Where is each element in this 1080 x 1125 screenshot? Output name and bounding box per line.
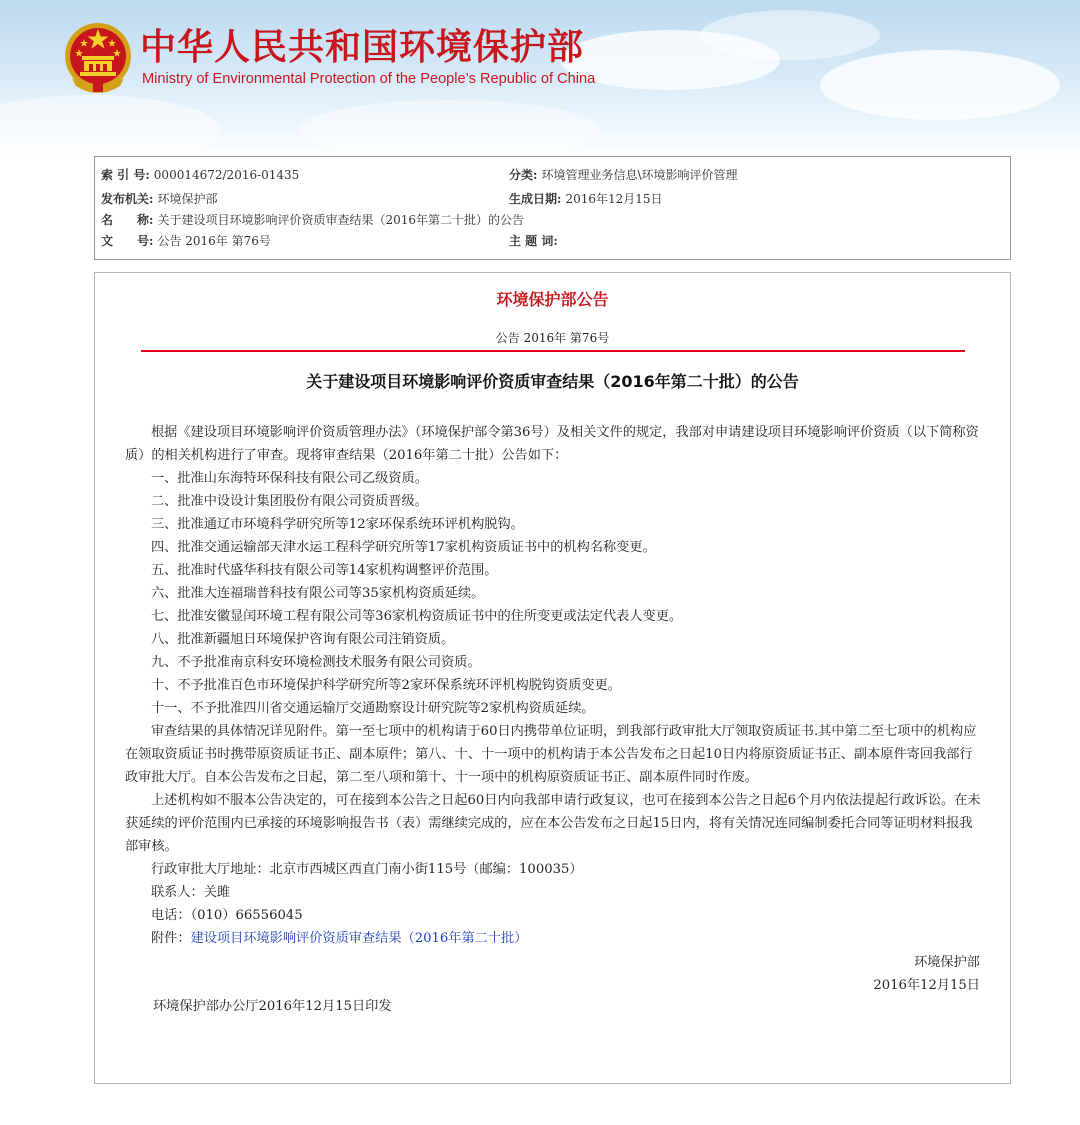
document-metadata-panel [94, 156, 1011, 260]
meta-name [101, 210, 524, 230]
list-item: 一、批准山东海特环保科技有限公司乙级资质。 [151, 471, 428, 486]
site-banner [0, 0, 1080, 160]
list-item: 三、批准通辽市环境科学研究所等12家环保系统环评机构脱钩。 [151, 517, 524, 532]
meta-index-value: 000014672/2016-01435 [153, 168, 300, 182]
results-paragraph: 审查结果的具体情况详见附件。第一至七项中的机构请于60日内携带单位证明，到我部行政审批大厅领取资质证书.其中第二至七项中的机构应在领取资质证书时携带原资质证书正、副本原件；第八、十、十一项中的机构请于本公告发布之日起10日内将原资质证书正、副本原件寄回我部行政审批大厅。自本公告发布之日起，第二至八项和第十、十一项中的机构原资质证书正、副本原件同时作废。 [125, 724, 977, 785]
phone-line: 电话：（010）66556045 [151, 908, 303, 923]
list-item: 七、批准安徽显闰环境工程有限公司等36家机构资质证书中的住所变更或法定代表人变更。 [151, 609, 683, 624]
list-item: 八、批准新疆旭日环境保护咨询有限公司注销资质。 [151, 632, 455, 647]
issued-by-note: 环境保护部办公厅2016年12月15日印发 [153, 999, 392, 1014]
list-item: 五、批准时代盛华科技有限公司等14家机构调整评价范围。 [151, 563, 498, 578]
red-divider [141, 350, 965, 352]
meta-name-value: 关于建设项目环境影响评价资质审查结果（2016年第二十批）的公告 [157, 213, 524, 227]
banner-cloud [700, 10, 880, 60]
attachment-line [125, 927, 982, 950]
meta-category-label: 分类: [509, 168, 538, 182]
meta-issuer-value: 环境保护部 [157, 192, 218, 206]
meta-name-label: 名 称: [101, 213, 154, 227]
list-item: 二、批准中设设计集团股份有限公司资质晋级。 [151, 494, 428, 509]
attachment-label: 附件： [151, 931, 191, 946]
meta-category-value: 环境管理业务信息\环境影响评价管理 [541, 168, 738, 182]
meta-index-label: 索 引 号: [101, 168, 150, 182]
attachment-link[interactable]: 建设项目环境影响评价资质审查结果（2016年第二十批） [190, 931, 528, 946]
list-item: 九、不予批准南京科安环境检测技术服务有限公司资质。 [151, 655, 481, 670]
list-item: 四、批准交通运输部天津水运工程科学研究所等17家机构资质证书中的机构名称变更。 [151, 540, 656, 555]
banner-cloud [820, 50, 1060, 120]
document-number: 公告 2016年 第76号 [495, 331, 610, 345]
contact-line: 联系人：关雎 [151, 885, 231, 900]
appeal-paragraph: 上述机构如不服本公告决定的，可在接到本公告之日起60日内向我部申请行政复议，也可在接到本公告之日起6个月内依法提起行政诉讼。在未获延续的评价范围内已承接的环境影响报告书（表）需继续完成的，应在本公告发布之日起15日内，将有关情况连同编制委托合同等证明材料报我部审核。 [125, 793, 981, 854]
banner-cloud [0, 95, 220, 160]
document-body [125, 421, 982, 950]
list-item: 六、批准大连福瑞普科技有限公司等35家机构资质延续。 [151, 586, 485, 601]
meta-issuer [101, 189, 217, 209]
document-title: 关于建设项目环境影响评价资质审查结果（2016年第二十批）的公告 [306, 372, 799, 391]
meta-subject [509, 231, 562, 251]
intro-paragraph: 根据《建设项目环境影响评价资质管理办法》（环境保护部令第36号）及相关文件的规定，我部对申请建设项目环境影响评价资质（以下简称资质）的相关机构进行了审查。现将审查结果（2016年第二十批）公告如下： [125, 425, 979, 463]
list-item: 十、不予批准百色市环境保护科学研究所等2家环保系统环评机构脱钩资质变更。 [151, 678, 621, 693]
meta-subject-label: 主 题 词: [509, 234, 558, 248]
list-item: 十一、不予批准四川省交通运输厅交通勘察设计研究院等2家机构资质延续。 [151, 701, 595, 716]
meta-date-value: 2016年12月15日 [565, 192, 663, 206]
meta-category [509, 165, 737, 185]
site-title: 中华人民共和国环境保护部 [140, 27, 585, 68]
site-subtitle: Ministry of Environmental Protection of the People’s Republic of China [142, 71, 596, 87]
banner-cloud [300, 100, 600, 160]
meta-issuer-label: 发布机关: [101, 192, 154, 206]
signer: 环境保护部 [914, 955, 980, 970]
document-heading: 环境保护部公告 [496, 290, 609, 309]
address-line: 行政审批大厅地址：北京市西城区西直门南小街115号（邮编：100035） [151, 862, 583, 877]
meta-docno [101, 231, 271, 251]
meta-index [101, 165, 299, 185]
sign-date: 2016年12月15日 [873, 978, 980, 993]
meta-date-label: 生成日期: [509, 192, 562, 206]
meta-date [509, 189, 663, 209]
national-emblem-icon [62, 20, 134, 94]
document-content [94, 272, 1011, 1084]
meta-docno-value: 公告 2016年 第76号 [157, 234, 271, 248]
meta-docno-label: 文 号: [101, 234, 154, 248]
